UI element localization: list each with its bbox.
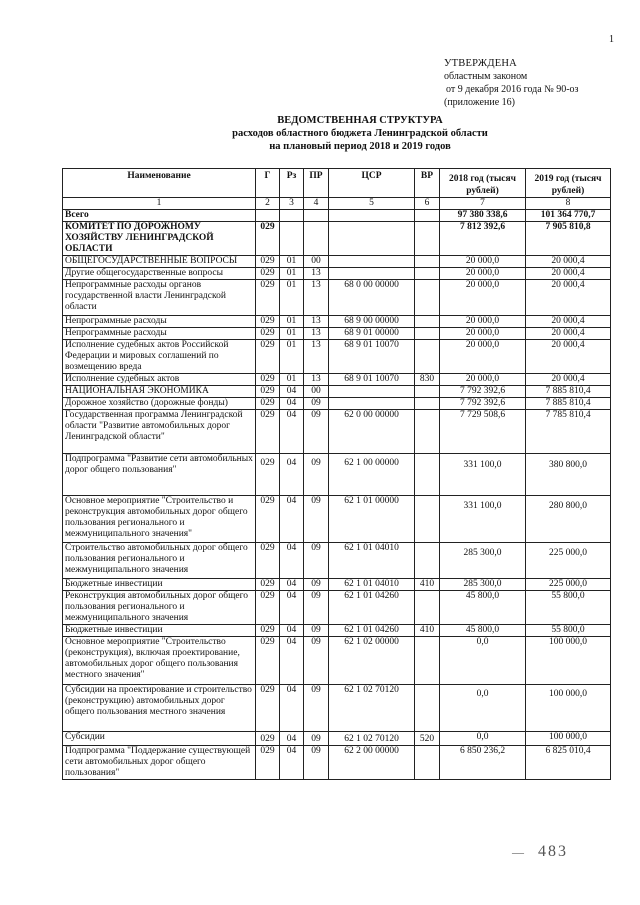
cell-name: НАЦИОНАЛЬНАЯ ЭКОНОМИКА (63, 386, 256, 398)
table-row (63, 386, 611, 398)
cell-name: Непрограммные расходы (63, 328, 256, 340)
table-row (63, 398, 611, 410)
cell-pr: 13 (304, 280, 329, 316)
table-row (63, 579, 611, 591)
cell-2018: 97 380 338,6 (440, 210, 526, 222)
cell-pr: 13 (304, 374, 329, 386)
cell-g (256, 210, 280, 222)
cell-g: 029 (256, 386, 280, 398)
document-title (150, 114, 570, 153)
cell-2018: 45 800,0 (440, 591, 526, 625)
cell-2019: 55 800,0 (526, 591, 611, 625)
cell-rz: 01 (280, 328, 304, 340)
table-row (63, 637, 611, 685)
colnum-5: 5 (329, 198, 415, 210)
cell-vr (415, 637, 440, 685)
title-line-1: ВЕДОМСТВЕННАЯ СТРУКТУРА (277, 115, 443, 126)
cell-vr (415, 256, 440, 268)
cell-csr: 68 9 01 10070 (329, 340, 415, 374)
cell-csr: 62 1 01 04260 (329, 625, 415, 637)
cell-2018: 0,0 (440, 685, 526, 732)
cell-name: Дорожное хозяйство (дорожные фонды) (63, 398, 256, 410)
cell-rz: 04 (280, 496, 304, 543)
cell-pr: 09 (304, 543, 329, 579)
cell-pr (304, 210, 329, 222)
cell-csr: 68 0 00 00000 (329, 280, 415, 316)
table-row (63, 256, 611, 268)
cell-2018: 331 100,0 (440, 496, 526, 543)
cell-csr: 62 1 02 70120 (329, 685, 415, 732)
cell-2018: 7 792 392,6 (440, 386, 526, 398)
title-line-2: расходов областного бюджета Ленинградской области (232, 128, 488, 139)
table-row (63, 328, 611, 340)
cell-csr: 62 1 00 00000 (329, 454, 415, 496)
cell-vr (415, 746, 440, 780)
footer-dash: — (512, 845, 524, 859)
cell-rz: 04 (280, 685, 304, 732)
colnum-4: 4 (304, 198, 329, 210)
table-row (63, 685, 611, 732)
cell-vr: 410 (415, 579, 440, 591)
cell-2018: 20 000,0 (440, 268, 526, 280)
cell-rz: 04 (280, 625, 304, 637)
cell-2019: 380 800,0 (526, 454, 611, 496)
cell-rz: 04 (280, 410, 304, 454)
table-row (63, 268, 611, 280)
cell-2019: 20 000,4 (526, 328, 611, 340)
cell-2018: 20 000,0 (440, 256, 526, 268)
cell-g: 029 (256, 280, 280, 316)
cell-vr (415, 543, 440, 579)
cell-pr: 13 (304, 316, 329, 328)
cell-2019: 55 800,0 (526, 625, 611, 637)
cell-g: 029 (256, 316, 280, 328)
cell-pr: 13 (304, 328, 329, 340)
table-row (63, 625, 611, 637)
approval-line-3: от 9 декабря 2016 года № 90-оз (446, 84, 579, 95)
cell-pr: 09 (304, 746, 329, 780)
cell-2018: 45 800,0 (440, 625, 526, 637)
cell-rz: 04 (280, 386, 304, 398)
cell-g: 029 (256, 328, 280, 340)
cell-name: ОБЩЕГОСУДАРСТВЕННЫЕ ВОПРОСЫ (63, 256, 256, 268)
cell-2019: 20 000,4 (526, 316, 611, 328)
cell-name: Бюджетные инвестиции (63, 579, 256, 591)
cell-vr (415, 454, 440, 496)
colnum-2: 2 (256, 198, 280, 210)
cell-csr (329, 210, 415, 222)
cell-2019: 20 000,4 (526, 340, 611, 374)
cell-g: 029 (256, 543, 280, 579)
cell-g: 029 (256, 222, 280, 256)
cell-g: 029 (256, 746, 280, 780)
cell-name: КОМИТЕТ ПО ДОРОЖНОМУ ХОЗЯЙСТВУ ЛЕНИНГРАДСКОЙ ОБЛАСТИ (63, 222, 256, 256)
cell-2018: 20 000,0 (440, 328, 526, 340)
cell-csr (329, 222, 415, 256)
header-2018: 2018 год (тысяч рублей) (440, 169, 526, 198)
cell-rz: 01 (280, 256, 304, 268)
cell-2018: 7 812 392,6 (440, 222, 526, 256)
cell-2018: 20 000,0 (440, 316, 526, 328)
cell-2019: 7 905 810,8 (526, 222, 611, 256)
colnum-6: 6 (415, 198, 440, 210)
cell-2019: 280 800,0 (526, 496, 611, 543)
cell-2019: 6 825 010,4 (526, 746, 611, 780)
cell-pr: 09 (304, 685, 329, 732)
colnum-7: 7 (440, 198, 526, 210)
cell-rz: 04 (280, 746, 304, 780)
cell-vr (415, 210, 440, 222)
cell-vr (415, 685, 440, 732)
cell-2018: 20 000,0 (440, 340, 526, 374)
cell-2018: 0,0 (440, 732, 526, 746)
cell-csr: 62 1 01 04260 (329, 591, 415, 625)
page-stamp (512, 843, 568, 861)
cell-csr (329, 268, 415, 280)
cell-vr: 410 (415, 625, 440, 637)
cell-g: 029 (256, 496, 280, 543)
cell-name: Реконструкция автомобильных дорог общего пользования регионального и межмуниципального значения (63, 591, 256, 625)
budget-table (62, 168, 611, 780)
header-2019: 2019 год (тысяч рублей) (526, 169, 611, 198)
colnum-8: 8 (526, 198, 611, 210)
cell-g: 029 (256, 591, 280, 625)
cell-g: 029 (256, 256, 280, 268)
colnum-1: 1 (63, 198, 256, 210)
cell-rz (280, 222, 304, 256)
cell-g: 029 (256, 268, 280, 280)
cell-csr: 68 9 01 10070 (329, 374, 415, 386)
cell-pr (304, 222, 329, 256)
cell-csr (329, 256, 415, 268)
cell-rz: 01 (280, 268, 304, 280)
table-row (63, 340, 611, 374)
cell-2019: 7 785 810,4 (526, 410, 611, 454)
cell-vr (415, 591, 440, 625)
header-rz: Рз (280, 169, 304, 198)
cell-csr: 62 1 02 70120 (329, 732, 415, 746)
cell-2019: 100 000,0 (526, 685, 611, 732)
title-line-3: на плановый период 2018 и 2019 годов (269, 141, 451, 152)
approval-line-4: (приложение 16) (444, 97, 515, 108)
table-row (63, 543, 611, 579)
cell-g: 029 (256, 398, 280, 410)
cell-name: Непрограммные расходы органов государственной власти Ленинградской области (63, 280, 256, 316)
cell-2018: 20 000,0 (440, 374, 526, 386)
cell-g: 029 (256, 410, 280, 454)
cell-2019: 101 364 770,7 (526, 210, 611, 222)
cell-rz: 04 (280, 732, 304, 746)
cell-rz (280, 210, 304, 222)
approval-line-1: УТВЕРЖДЕНА (444, 58, 517, 69)
cell-vr (415, 410, 440, 454)
cell-csr (329, 398, 415, 410)
cell-vr (415, 340, 440, 374)
cell-pr: 09 (304, 579, 329, 591)
cell-g: 029 (256, 732, 280, 746)
cell-name: Строительство автомобильных дорог общего пользования регионального и межмуниципального значения (63, 543, 256, 579)
cell-csr: 68 9 01 00000 (329, 328, 415, 340)
cell-2018: 285 300,0 (440, 579, 526, 591)
colnum-3: 3 (280, 198, 304, 210)
cell-name: Бюджетные инвестиции (63, 625, 256, 637)
header-name: Наименование (63, 169, 256, 198)
cell-vr: 520 (415, 732, 440, 746)
cell-name: Исполнение судебных актов Российской Федерации и мировых соглашений по возмещению вреда (63, 340, 256, 374)
header-pr: ПР (304, 169, 329, 198)
cell-pr: 00 (304, 386, 329, 398)
cell-2018: 0,0 (440, 637, 526, 685)
cell-rz: 01 (280, 374, 304, 386)
cell-pr: 09 (304, 637, 329, 685)
table-row (63, 280, 611, 316)
table-row (63, 222, 611, 256)
cell-g: 029 (256, 454, 280, 496)
cell-rz: 04 (280, 543, 304, 579)
cell-pr: 09 (304, 398, 329, 410)
table-row (63, 316, 611, 328)
cell-2018: 331 100,0 (440, 454, 526, 496)
cell-2019: 20 000,4 (526, 280, 611, 316)
cell-rz: 04 (280, 398, 304, 410)
cell-name: Всего (63, 210, 256, 222)
cell-csr: 62 2 00 00000 (329, 746, 415, 780)
cell-vr (415, 328, 440, 340)
cell-rz: 04 (280, 579, 304, 591)
header-row (63, 169, 611, 198)
cell-rz: 04 (280, 637, 304, 685)
cell-2019: 7 885 810,4 (526, 386, 611, 398)
table-row (63, 410, 611, 454)
cell-vr (415, 222, 440, 256)
cell-pr: 09 (304, 410, 329, 454)
cell-2018: 7 792 392,6 (440, 398, 526, 410)
cell-rz: 01 (280, 340, 304, 374)
cell-pr: 13 (304, 268, 329, 280)
cell-2018: 20 000,0 (440, 280, 526, 316)
handwritten-page-number: 483 (538, 843, 568, 860)
cell-vr (415, 316, 440, 328)
cell-rz: 04 (280, 454, 304, 496)
cell-name: Субсидии на проектирование и строительство (реконструкцию) автомобильных дорог общего пользования местного значения (63, 685, 256, 732)
cell-csr (329, 386, 415, 398)
table-row (63, 746, 611, 780)
cell-name: Непрограммные расходы (63, 316, 256, 328)
cell-csr: 62 1 01 04010 (329, 579, 415, 591)
approval-line-2: областным законом (444, 71, 528, 82)
cell-2019: 20 000,4 (526, 268, 611, 280)
cell-rz: 01 (280, 316, 304, 328)
cell-csr: 62 1 01 04010 (329, 543, 415, 579)
table-row (63, 454, 611, 496)
cell-csr: 68 9 00 00000 (329, 316, 415, 328)
cell-pr: 09 (304, 454, 329, 496)
cell-vr (415, 386, 440, 398)
cell-2019: 20 000,4 (526, 256, 611, 268)
cell-name: Подпрограмма "Поддержание существующей сети автомобильных дорог общего пользования" (63, 746, 256, 780)
cell-vr (415, 268, 440, 280)
cell-2019: 100 000,0 (526, 637, 611, 685)
table-row (63, 591, 611, 625)
cell-name: Подпрограмма "Развитие сети автомобильных дорог общего пользования" (63, 454, 256, 496)
cell-pr: 09 (304, 496, 329, 543)
table-row (63, 210, 611, 222)
cell-2019: 225 000,0 (526, 543, 611, 579)
cell-vr: 830 (415, 374, 440, 386)
cell-pr: 09 (304, 591, 329, 625)
cell-vr (415, 496, 440, 543)
column-number-row (63, 198, 611, 210)
cell-csr: 62 1 02 00000 (329, 637, 415, 685)
budget-table-body (63, 210, 611, 780)
cell-2019: 100 000,0 (526, 732, 611, 746)
cell-name: Государственная программа Ленинградской области "Развитие автомобильных дорог Ленинградской области" (63, 410, 256, 454)
table-row (63, 374, 611, 386)
cell-g: 029 (256, 625, 280, 637)
cell-csr: 62 0 00 00000 (329, 410, 415, 454)
cell-g: 029 (256, 685, 280, 732)
cell-pr: 09 (304, 732, 329, 746)
cell-name: Исполнение судебных актов (63, 374, 256, 386)
header-g: Г (256, 169, 280, 198)
cell-name: Другие общегосударственные вопросы (63, 268, 256, 280)
cell-pr: 09 (304, 625, 329, 637)
cell-2019: 225 000,0 (526, 579, 611, 591)
cell-csr: 62 1 01 00000 (329, 496, 415, 543)
approval-block (444, 57, 579, 109)
cell-name: Основное мероприятие "Строительство и реконструкция автомобильных дорог общего пользования регионального и межмуниципального значения" (63, 496, 256, 543)
cell-2019: 20 000,4 (526, 374, 611, 386)
cell-2018: 6 850 236,2 (440, 746, 526, 780)
cell-rz: 04 (280, 591, 304, 625)
cell-g: 029 (256, 579, 280, 591)
cell-2018: 7 729 508,6 (440, 410, 526, 454)
cell-pr: 13 (304, 340, 329, 374)
cell-rz: 01 (280, 280, 304, 316)
cell-2018: 285 300,0 (440, 543, 526, 579)
cell-vr (415, 398, 440, 410)
table-row (63, 732, 611, 746)
table-row (63, 496, 611, 543)
cell-pr: 00 (304, 256, 329, 268)
cell-g: 029 (256, 374, 280, 386)
header-csr: ЦСР (329, 169, 415, 198)
cell-name: Субсидии (63, 732, 256, 746)
header-vr: ВР (415, 169, 440, 198)
cell-vr (415, 280, 440, 316)
cell-g: 029 (256, 340, 280, 374)
cell-g: 029 (256, 637, 280, 685)
page-number: 1 (609, 34, 614, 45)
cell-2019: 7 885 810,4 (526, 398, 611, 410)
cell-name: Основное мероприятие "Строительство (реконструкция), включая проектирование, автомобильных дорог общего пользования местного значения" (63, 637, 256, 685)
